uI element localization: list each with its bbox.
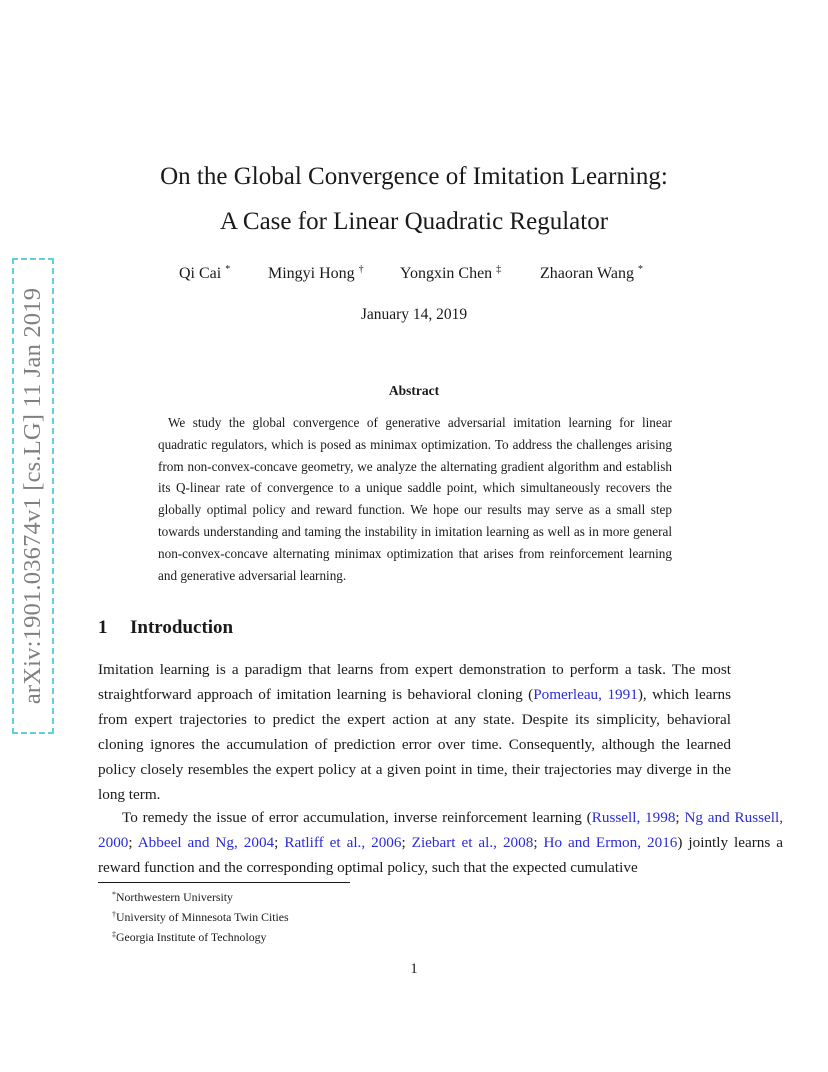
- citation-separator: ,: [598, 686, 608, 703]
- author-affiliation-mark: ‡: [496, 264, 502, 275]
- author-name: Zhaoran Wang: [540, 265, 634, 282]
- paragraph-text: ) jointly learns a reward function and the corresponding optimal policy, such that the expected cumulative: [98, 834, 783, 876]
- author: [179, 264, 230, 283]
- footnotes: [112, 886, 289, 946]
- author-affiliation-mark: *: [225, 264, 231, 275]
- intro-paragraph-2: To remedy the issue of error accumulation, inverse reinforcement learning (Russell, 1998; Ng and Russell, 2000; Abbeel and Ng, 2004; Ratliff et al., 2006; Ziebart et al., 2008; Ho and Ermon, 2016) jointly learns a reward function and the corresponding optimal policy, such that the expected cumulative: [98, 809, 784, 876]
- footnote-mark: *: [112, 890, 116, 899]
- abstract-heading: Abstract: [388, 383, 440, 398]
- footnote-mark: ‡: [112, 930, 116, 939]
- footnote-text: University of Minnesota Twin Cities: [116, 910, 289, 924]
- paper-title-line-1: On the Global Convergence of Imitation Learning:: [160, 163, 668, 190]
- citation-link[interactable]: Ng and Russell, 2000: [98, 809, 784, 851]
- footnote-mark: †: [112, 910, 116, 919]
- citation-author: Ho and Ermon: [543, 834, 638, 851]
- citation-author: Pomerleau: [533, 686, 599, 703]
- author: [268, 264, 364, 283]
- footnote-text: Northwestern University: [116, 890, 233, 904]
- paper-title-line-2: A Case for Linear Quadratic Regulator: [219, 208, 609, 235]
- author-name: Yongxin Chen: [400, 265, 493, 282]
- author: [540, 264, 643, 283]
- arxiv-stamp: arXiv:1901.03674v1 [cs.LG] 11 Jan 2019: [19, 287, 46, 705]
- page-number: 1: [410, 961, 418, 977]
- publication-date: January 14, 2019: [360, 306, 468, 323]
- citation-link[interactable]: Abbeel and Ng, 2004: [137, 834, 275, 851]
- paragraph-text: ), which learns from expert trajectories to predict the expert action at any state. Despite its simplicity, behavioral cloning ignores the accumulation of prediction error over time. Consequently, although the learned policy closely resembles the expert policy at a given point in time, their trajectories may diverge in the long term.: [98, 686, 732, 803]
- citation-year: 2000: [98, 834, 129, 851]
- author: [400, 264, 501, 283]
- citation-year: 2006: [371, 834, 402, 851]
- citation-link[interactable]: Ho and Ermon, 2016: [543, 834, 678, 851]
- author-list: [0, 264, 828, 286]
- author-name: Mingyi Hong: [268, 265, 355, 282]
- citation-link[interactable]: [533, 686, 638, 703]
- citation-link[interactable]: Ziebart et al., 2008: [411, 834, 534, 851]
- paragraph-text: Imitation learning is a paradigm that learns from expert demonstration to perform a task. The most straightforward approach of imitation learning is behavioral cloning (: [98, 661, 731, 703]
- citation-author: Abbeel and Ng: [137, 834, 234, 851]
- intro-paragraph-1: [98, 657, 731, 807]
- citation-author: Ratliff et al.: [284, 834, 362, 851]
- section-number: 1: [98, 617, 108, 638]
- citation-author: Russell: [591, 809, 637, 826]
- author-affiliation-mark: *: [637, 264, 643, 275]
- footnote-divider: [98, 882, 350, 883]
- section-heading: [98, 617, 233, 639]
- citation-author: Ziebart et al.: [411, 834, 494, 851]
- citation-year: 1998: [645, 809, 676, 826]
- citation-link[interactable]: Ratliff et al., 2006: [284, 834, 402, 851]
- citation-link[interactable]: Russell, 1998: [591, 809, 676, 826]
- footnote: [112, 886, 289, 906]
- citation-year: 2016: [647, 834, 678, 851]
- citation-year: 2004: [243, 834, 275, 851]
- abstract-body: [158, 412, 672, 586]
- footnote-text: Georgia Institute of Technology: [116, 930, 267, 944]
- abstract-text: We study the global convergence of generative adversarial imitation learning for linear quadratic regulators, which is posed as minimax optimization. To address the challenges arising from non-convex-concave geometry, we analyze the alternating gradient algorithm and establish its Q-linear rate of convergence to a unique saddle point, which simultaneously recovers the globally optimal policy and reward function. We hope our results may serve as a small step towards understanding and taming the instability in imitation learning as well as in more general non-convex-concave alternating minimax optimization that arises from reinforcement learning and generative adversarial learning.: [158, 415, 672, 583]
- author-affiliation-mark: †: [358, 264, 364, 275]
- footnote: [112, 906, 289, 926]
- citation-year: 1991: [607, 686, 638, 703]
- paragraph-text: To remedy the issue of error accumulation, inverse reinforcement learning (: [122, 809, 592, 826]
- citation-year: 2008: [502, 834, 534, 851]
- citation-author: Ng and Russell: [684, 809, 780, 826]
- footnote: [112, 926, 289, 946]
- author-name: Qi Cai: [179, 265, 222, 282]
- section-title: Introduction: [130, 617, 234, 638]
